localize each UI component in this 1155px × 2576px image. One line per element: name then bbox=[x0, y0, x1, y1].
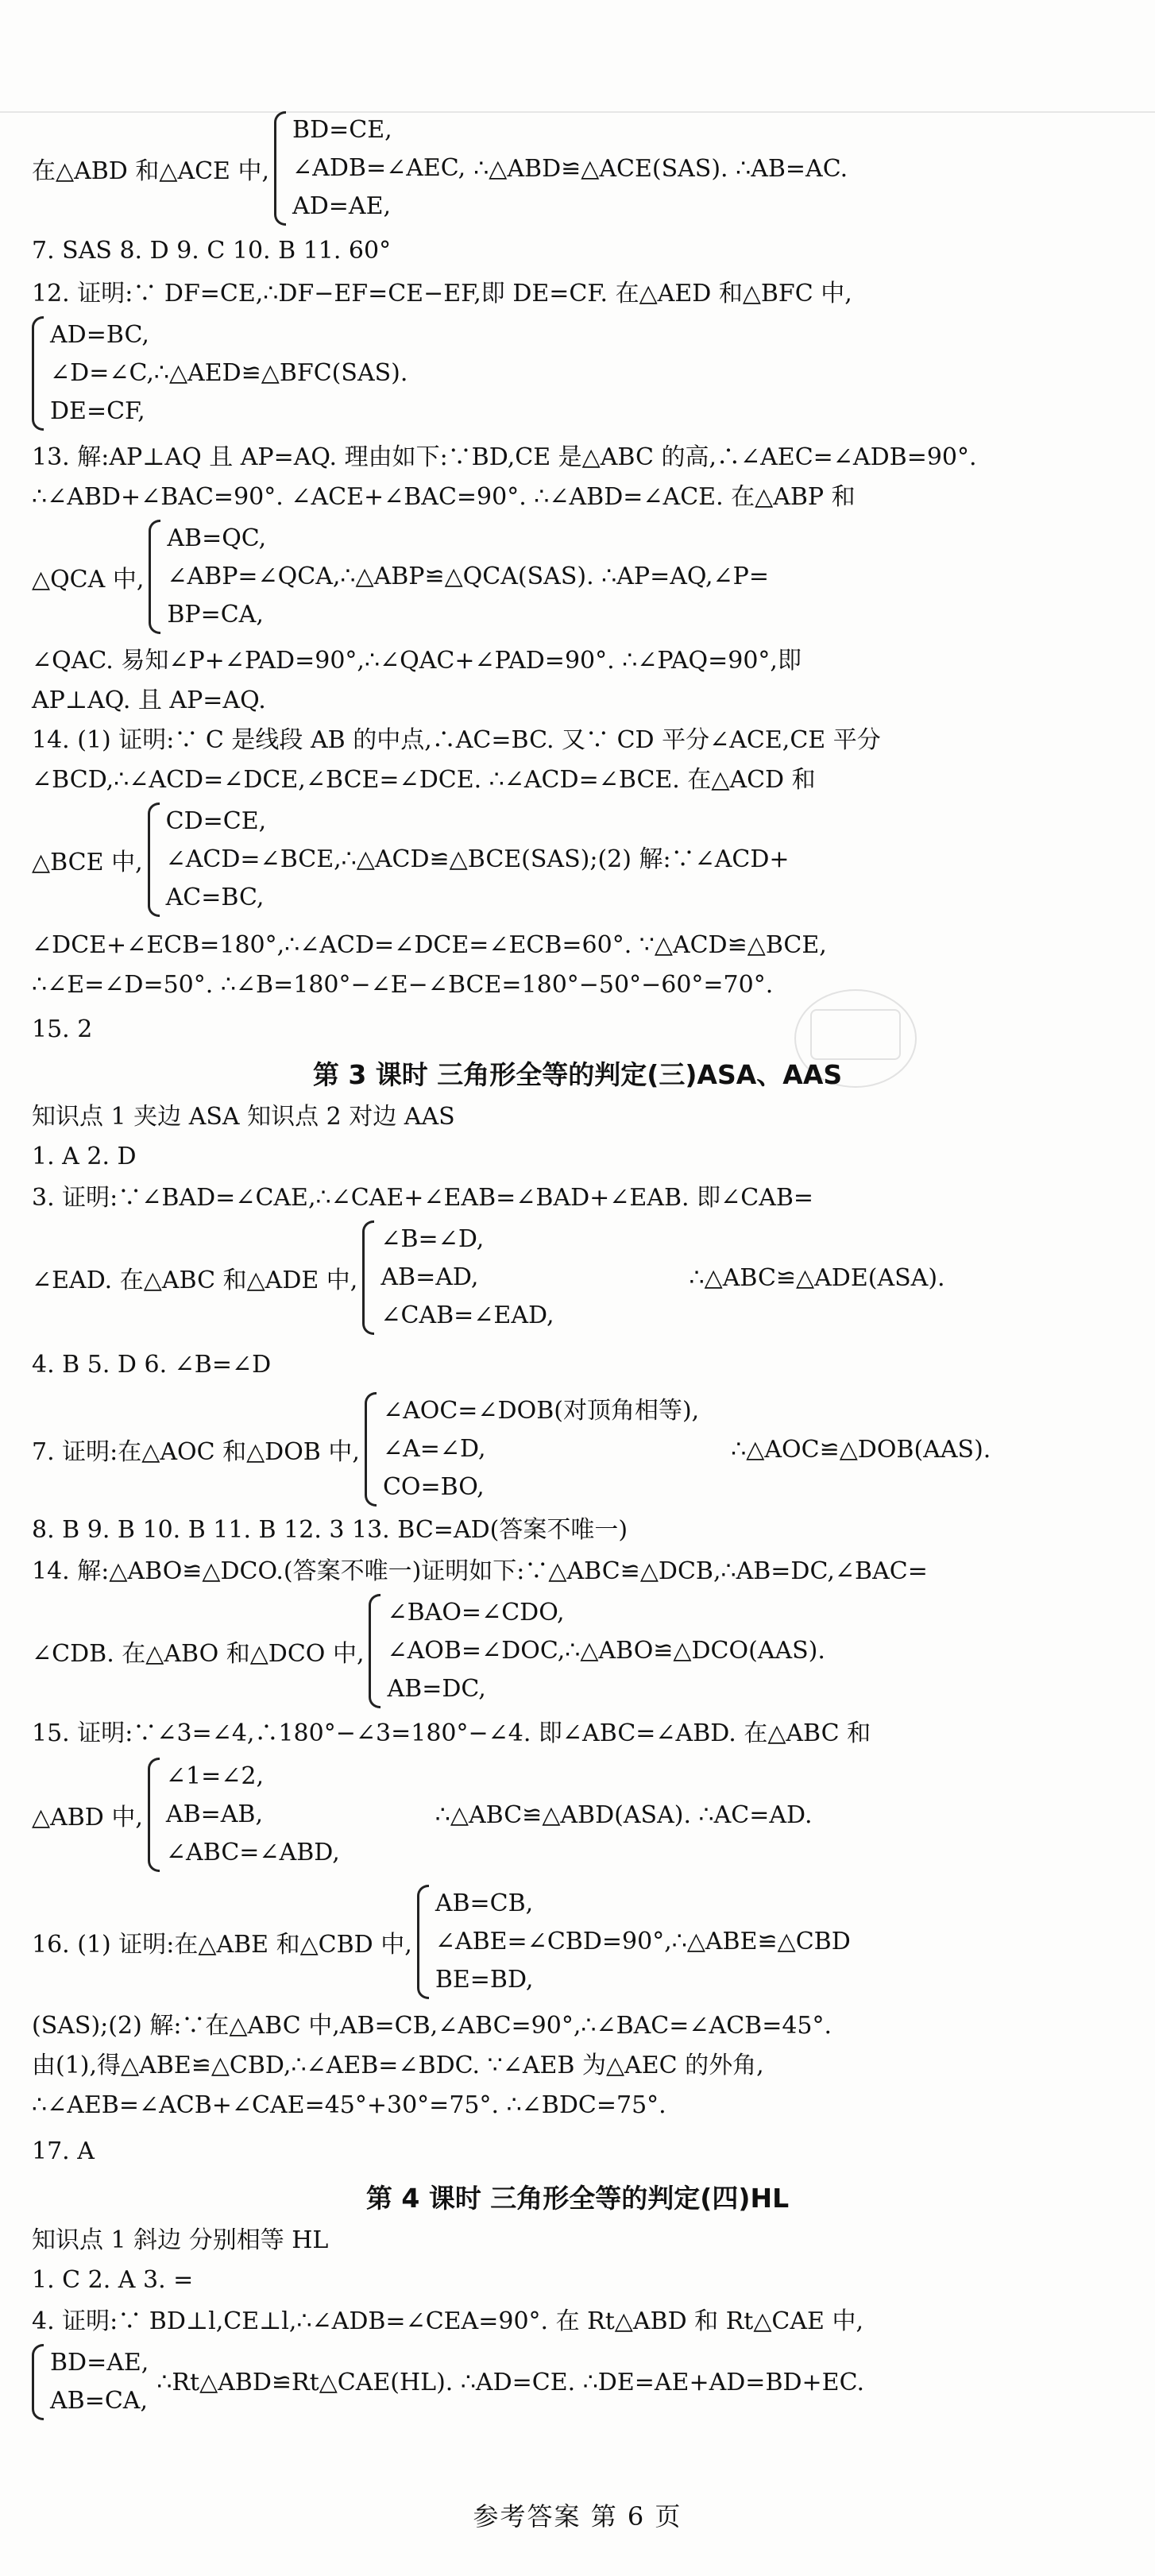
equation-system bbox=[32, 1220, 945, 1335]
system-row: AD=BC, bbox=[50, 321, 149, 349]
knowledge-line: 知识点 1 夹边 ASA 知识点 2 对边 AAS bbox=[32, 1103, 455, 1131]
equation-system bbox=[32, 111, 848, 226]
section-title: 第 3 课时 三角形全等的判定(三)ASA、AAS bbox=[312, 1059, 843, 1090]
system-lead: △QCA 中, bbox=[32, 566, 145, 594]
brace bbox=[417, 1885, 851, 1999]
answer-line: 4. B 5. D 6. ∠B=∠D bbox=[32, 1351, 272, 1379]
system-row: ∠ADB=∠AEC, bbox=[292, 154, 466, 182]
brace bbox=[365, 1392, 699, 1507]
system-lead: ∠EAD. 在△ABC 和△ADE 中, bbox=[32, 1267, 358, 1294]
answer-line: 17. A bbox=[32, 2137, 95, 2165]
system-row: ∠ACD=∠BCE,∴△ACD≌△BCE(SAS);(2) 解:∵∠ACD+ bbox=[165, 845, 790, 873]
answer-line: ∠QAC. 易知∠P+∠PAD=90°,∴∠QAC+∠PAD=90°. ∴∠PAQ=90°,即 bbox=[32, 647, 802, 675]
brace bbox=[274, 111, 465, 226]
answer-line: 12. 证明:∵ DF=CE,∴DF−EF=CE−EF,即 DE=CF. 在△AED 和△BFC 中, bbox=[32, 280, 852, 307]
system-row: ∠B=∠D, bbox=[380, 1225, 485, 1253]
answer-line: ∠DCE+∠ECB=180°,∴∠ACD=∠DCE=∠ECB=60°. ∵△ACD≌△BCE, bbox=[32, 931, 827, 959]
answer-line: 7. SAS 8. D 9. C 10. B 11. 60° bbox=[32, 237, 392, 265]
system-lead: ∠CDB. 在△ABO 和△DCO 中, bbox=[32, 1640, 365, 1668]
brace bbox=[148, 803, 790, 917]
answer-line: (SAS);(2) 解:∵在△ABC 中,AB=CB,∠ABC=90°,∴∠BAC=∠ACB=45°. bbox=[32, 2012, 832, 2040]
system-lead: △ABD 中, bbox=[32, 1804, 143, 1831]
system-row: BD=CE, bbox=[292, 116, 392, 144]
answer-line: 4. 证明:∵ BD⊥l,CE⊥l,∴∠ADB=∠CEA=90°. 在 Rt△ABD 和 Rt△CAE 中, bbox=[32, 2307, 863, 2335]
system-row: AC=BC, bbox=[165, 884, 265, 911]
system-row: BP=CA, bbox=[167, 601, 264, 629]
system-lead: △BCE 中, bbox=[32, 849, 143, 876]
answer-line: ∴∠AEB=∠ACB+∠CAE=45°+30°=75°. ∴∠BDC=75°. bbox=[32, 2091, 666, 2119]
equation-system bbox=[32, 520, 769, 634]
system-lead: 7. 证明:在△AOC 和△DOB 中, bbox=[32, 1438, 360, 1466]
page-footer: 参考答案 第 6 页 bbox=[473, 2501, 682, 2532]
system-lead: 16. (1) 证明:在△ABE 和△CBD 中, bbox=[32, 1931, 412, 1959]
answer-line: 13. 解:AP⊥AQ 且 AP=AQ. 理由如下:∵BD,CE 是△ABC 的高,∴∠AEC=∠ADB=90°. bbox=[32, 443, 977, 471]
brace bbox=[32, 2344, 149, 2420]
system-row: AB=AD, bbox=[380, 1263, 479, 1291]
equation-system bbox=[32, 803, 790, 917]
answer-line: 由(1),得△ABE≌△CBD,∴∠AEB=∠BDC. ∵∠AEB 为△AEC 的外角, bbox=[32, 2052, 764, 2079]
system-tail: ∴△ABC≌△ADE(ASA). bbox=[689, 1263, 945, 1292]
faint-stamp bbox=[810, 1009, 901, 1060]
equation-system bbox=[32, 1594, 825, 1708]
equation-system bbox=[32, 2344, 864, 2420]
system-tail: ∴Rt△ABD≌Rt△CAE(HL). ∴AD=CE. ∴DE=AE+AD=BD+EC. bbox=[156, 2368, 864, 2396]
system-row: ∠CAB=∠EAD, bbox=[380, 1302, 554, 1329]
system-row: ∠1=∠2, bbox=[165, 1762, 265, 1790]
equation-system bbox=[32, 1392, 991, 1507]
system-row: DE=CF, bbox=[50, 397, 145, 425]
answer-line: 3. 证明:∵∠BAD=∠CAE,∴∠CAE+∠EAB=∠BAD+∠EAB. 即∠CAB= bbox=[32, 1184, 814, 1212]
system-row: AB=CA, bbox=[50, 2387, 149, 2415]
brace bbox=[32, 316, 408, 431]
equation-system bbox=[32, 1885, 851, 1999]
knowledge-line: 知识点 1 斜边 分别相等 HL bbox=[32, 2226, 329, 2254]
system-row: ∠A=∠D, bbox=[382, 1435, 486, 1463]
system-row: ∠ABP=∠QCA,∴△ABP≌△QCA(SAS). ∴AP=AQ,∠P= bbox=[167, 563, 769, 590]
answer-line: 1. A 2. D bbox=[32, 1143, 137, 1170]
system-row: ∠AOB=∠DOC,∴△ABO≌△DCO(AAS). bbox=[387, 1637, 825, 1665]
system-row: AB=DC, bbox=[387, 1675, 486, 1703]
answer-line: ∠BCD,∴∠ACD=∠DCE,∠BCE=∠DCE. ∴∠ACD=∠BCE. 在△ACD 和 bbox=[32, 766, 816, 794]
equation-system bbox=[32, 1758, 813, 1872]
brace bbox=[362, 1220, 554, 1335]
system-row: ∠ABC=∠ABD, bbox=[165, 1839, 340, 1866]
system-tail: ∴△ABC≌△ABD(ASA). ∴AC=AD. bbox=[435, 1800, 813, 1829]
answer-line: 15. 证明:∵∠3=∠4,∴180°−∠3=180°−∠4. 即∠ABC=∠ABD. 在△ABC 和 bbox=[32, 1719, 871, 1747]
answer-line: AP⊥AQ. 且 AP=AQ. bbox=[32, 687, 266, 714]
answer-line: 1. C 2. A 3. = bbox=[32, 2266, 194, 2294]
brace bbox=[149, 520, 769, 634]
system-row: AD=AE, bbox=[292, 192, 392, 220]
equation-system bbox=[32, 316, 408, 431]
system-tail: ∴△ABD≌△ACE(SAS). ∴AB=AC. bbox=[473, 154, 848, 183]
system-row: BD=AE, bbox=[50, 2349, 149, 2377]
system-row: ∠BAO=∠CDO, bbox=[387, 1599, 565, 1626]
answer-line: ∴∠E=∠D=50°. ∴∠B=180°−∠E−∠BCE=180°−50°−60°=70°. bbox=[32, 971, 774, 999]
answer-line: 8. B 9. B 10. B 11. B 12. 3 13. BC=AD(答案不唯一) bbox=[32, 1516, 628, 1544]
answer-line: 14. (1) 证明:∵ C 是线段 AB 的中点,∴AC=BC. 又∵ CD 平分∠ACE,CE 平分 bbox=[32, 726, 881, 754]
system-lead: 在△ABD 和△ACE 中, bbox=[32, 157, 270, 185]
answer-line: ∴∠ABD+∠BAC=90°. ∠ACE+∠BAC=90°. ∴∠ABD=∠ACE. 在△ABP 和 bbox=[32, 483, 856, 511]
section-title: 第 4 课时 三角形全等的判定(四)HL bbox=[365, 2183, 790, 2214]
system-row: ∠AOC=∠DOB(对顶角相等), bbox=[382, 1397, 700, 1425]
system-tail: ∴△AOC≌△DOB(AAS). bbox=[731, 1435, 991, 1464]
answer-line: 14. 解:△ABO≌△DCO.(答案不唯一)证明如下:∵△ABC≌△DCB,∴AB=DC,∠BAC= bbox=[32, 1557, 928, 1585]
system-row: AB=QC, bbox=[167, 524, 267, 552]
brace bbox=[148, 1758, 340, 1872]
system-row: AB=CB, bbox=[435, 1889, 534, 1917]
system-row: ∠ABE=∠CBD=90°,∴△ABE≌△CBD bbox=[435, 1928, 851, 1955]
system-row: ∠D=∠C,∴△AED≌△BFC(SAS). bbox=[50, 359, 408, 387]
answer-line: 15. 2 bbox=[32, 1015, 93, 1043]
system-row: AB=AB, bbox=[165, 1800, 264, 1828]
system-row: BE=BD, bbox=[435, 1966, 534, 1994]
system-row: CD=CE, bbox=[165, 807, 267, 835]
system-row: CO=BO, bbox=[382, 1473, 485, 1501]
brace bbox=[369, 1594, 825, 1708]
